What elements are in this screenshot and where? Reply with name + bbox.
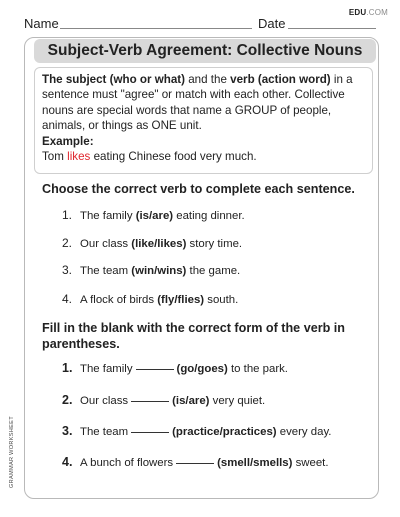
section2-item-4: 4. A bunch of flowers (smell/smells) sweet. bbox=[62, 455, 329, 469]
date-label: Date bbox=[258, 16, 286, 31]
answer-blank[interactable] bbox=[131, 401, 169, 402]
info-line-3: nouns are special words that name a GROUP of people, bbox=[42, 103, 332, 117]
section1-item-4: 4. A flock of birds (fly/flies) south. bbox=[62, 292, 239, 306]
info-line-1: The subject (who or what) and the verb (action word) in a bbox=[42, 73, 353, 86]
section2-item-2: 2. Our class (is/are) very quiet. bbox=[62, 393, 266, 407]
answer-blank[interactable] bbox=[176, 463, 214, 464]
date-line[interactable] bbox=[288, 28, 376, 29]
name-label: Name bbox=[24, 16, 59, 31]
info-box bbox=[34, 67, 373, 174]
section2-title: Fill in the blank with the correct form of the verb in parentheses. bbox=[42, 321, 345, 351]
example-sentence: Tom likes eating Chinese food very much. bbox=[42, 150, 257, 164]
answer-blank[interactable] bbox=[136, 369, 174, 370]
section1-title: Choose the correct verb to complete each sentence. bbox=[42, 182, 355, 196]
info-line-4: animals, or things as ONE unit. bbox=[42, 119, 202, 133]
worksheet-title: Subject-Verb Agreement: Collective Nouns bbox=[34, 39, 376, 63]
section1-item-2: 2. Our class (like/likes) story time. bbox=[62, 236, 243, 250]
example-label: Example: bbox=[42, 134, 94, 148]
choice: (practice/practices) bbox=[172, 426, 277, 438]
logo: EDU.COM bbox=[348, 8, 388, 17]
name-line[interactable] bbox=[60, 28, 252, 29]
example-verb: likes bbox=[67, 150, 91, 164]
choice: (go/goes) bbox=[176, 363, 228, 375]
choice: (smell/smells) bbox=[217, 457, 293, 469]
choice: (is/are) bbox=[135, 210, 174, 222]
choice: (win/wins) bbox=[131, 265, 187, 277]
info-line-2: sentence must "agree" or match with each other. Collective bbox=[42, 88, 345, 102]
section1-item-1: 1. The family (is/are) eating dinner. bbox=[62, 208, 245, 222]
choice: (is/are) bbox=[172, 395, 210, 407]
answer-blank[interactable] bbox=[131, 432, 169, 433]
side-label: GRAMMAR WORKSHEET bbox=[9, 416, 15, 488]
choice: (like/likes) bbox=[131, 238, 187, 250]
section1-item-3: 3. The team (win/wins) the game. bbox=[62, 263, 241, 277]
section2-item-1: 1. The family (go/goes) to the park. bbox=[62, 361, 288, 375]
section2-item-3: 3. The team (practice/practices) every day. bbox=[62, 424, 332, 438]
choice: (fly/flies) bbox=[157, 294, 205, 306]
